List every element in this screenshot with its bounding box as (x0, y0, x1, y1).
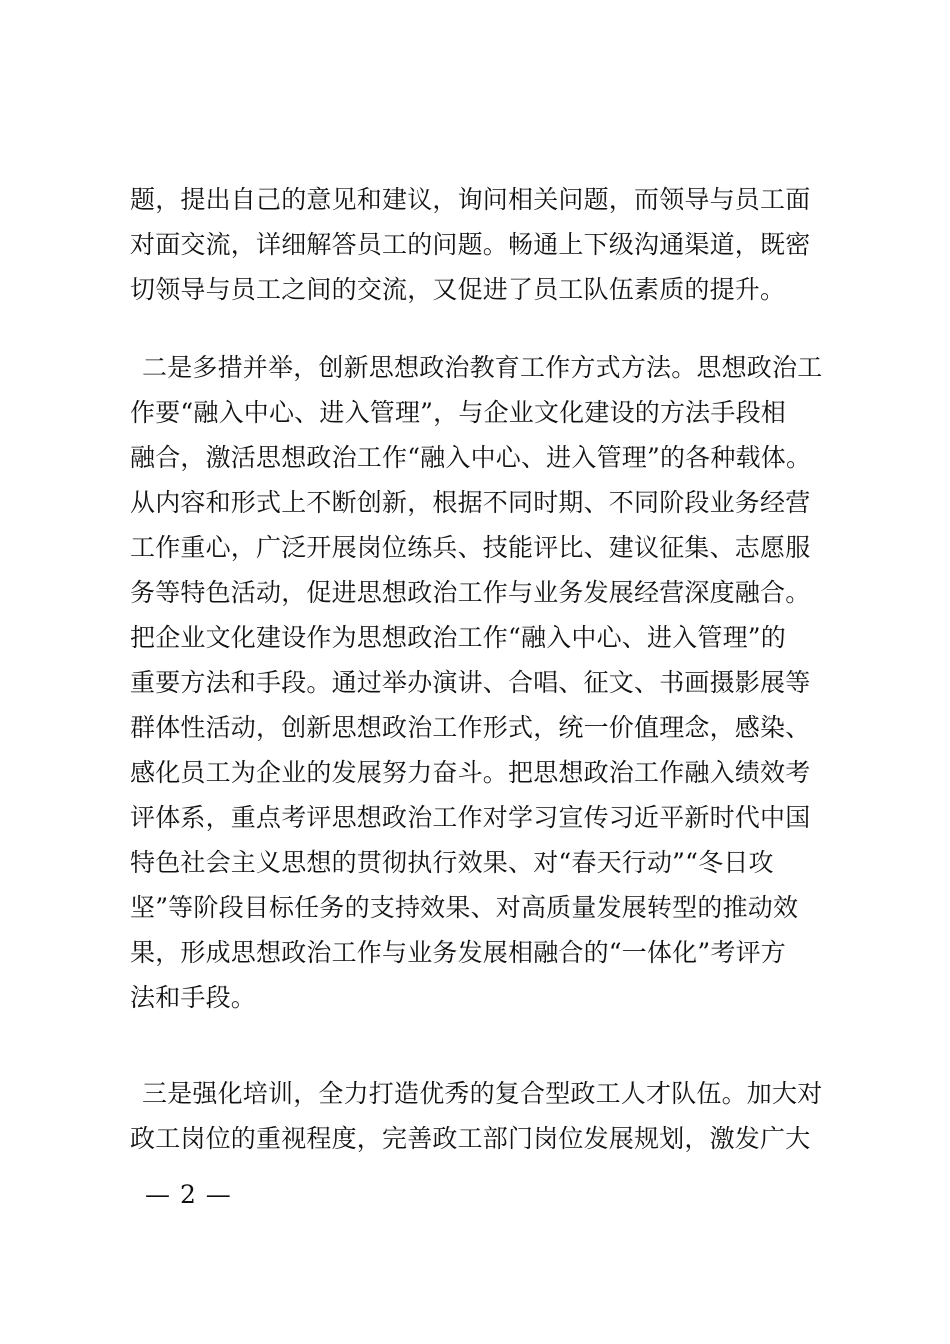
paragraph-3-line-2: 政工岗位的重视程度，完善政工部门岗位发展规划，激发广大 (130, 1124, 811, 1153)
paragraph-2-line-3: 融合，激活思想政治工作“融入中心、进入管理”的各种载体。 (130, 443, 812, 472)
paragraph-2-line-1: 二是多措并举，创新思想政治教育工作方式方法。思想政治工 (142, 353, 823, 382)
paragraph-2-line-12: 特色社会主义思想的贯彻执行效果、对“春天行动”“冬日攻 (130, 848, 774, 877)
paragraph-3-line-1: 三是强化培训，全力打造优秀的复合型政工人才队伍。加大对 (142, 1079, 823, 1108)
paragraph-2-line-4: 从内容和形式上不断创新，根据不同时期、不同阶段业务经营 (130, 488, 811, 517)
paragraph-2-line-9: 群体性活动，创新思想政治工作形式，统一价值理念，感染、 (130, 713, 811, 742)
paragraph-1-line-3: 切领导与员工之间的交流，又促进了员工队伍素质的提升。 (130, 275, 786, 304)
paragraph-2-line-13: 坚”等阶段目标任务的支持效果、对高质量发展转型的推动效 (130, 893, 799, 922)
paragraph-2-line-7: 把企业文化建设作为思想政治工作“融入中心、进入管理”的 (130, 623, 786, 652)
paragraph-2-line-15: 法和手段。 (130, 983, 257, 1012)
paragraph-2-line-5: 工作重心，广泛开展岗位练兵、技能评比、建议征集、志愿服 (130, 533, 811, 562)
paragraph-1-line-1: 题，提出自己的意见和建议，询问相关问题，而领导与员工面 (130, 185, 811, 214)
page-number: — 2 — (145, 1180, 232, 1209)
paragraph-2-line-11: 评体系，重点考评思想政治工作对学习宣传习近平新时代中国 (130, 803, 811, 832)
paragraph-2-line-2: 作要“融入中心、进入管理”，与企业文化建设的方法手段相 (130, 398, 786, 427)
paragraph-2-line-14: 果，形成思想政治工作与业务发展相融合的“一体化”考评方 (130, 938, 786, 967)
paragraph-1-line-2: 对面交流，详细解答员工的问题。畅通上下级沟通渠道，既密 (130, 230, 811, 259)
paragraph-2-line-10: 感化员工为企业的发展努力奋斗。把思想政治工作融入绩效考 (130, 758, 811, 787)
paragraph-2-line-6: 务等特色活动，促进思想政治工作与业务发展经营深度融合。 (130, 578, 811, 607)
paragraph-2-line-8: 重要方法和手段。通过举办演讲、合唱、征文、书画摄影展等 (130, 668, 811, 697)
